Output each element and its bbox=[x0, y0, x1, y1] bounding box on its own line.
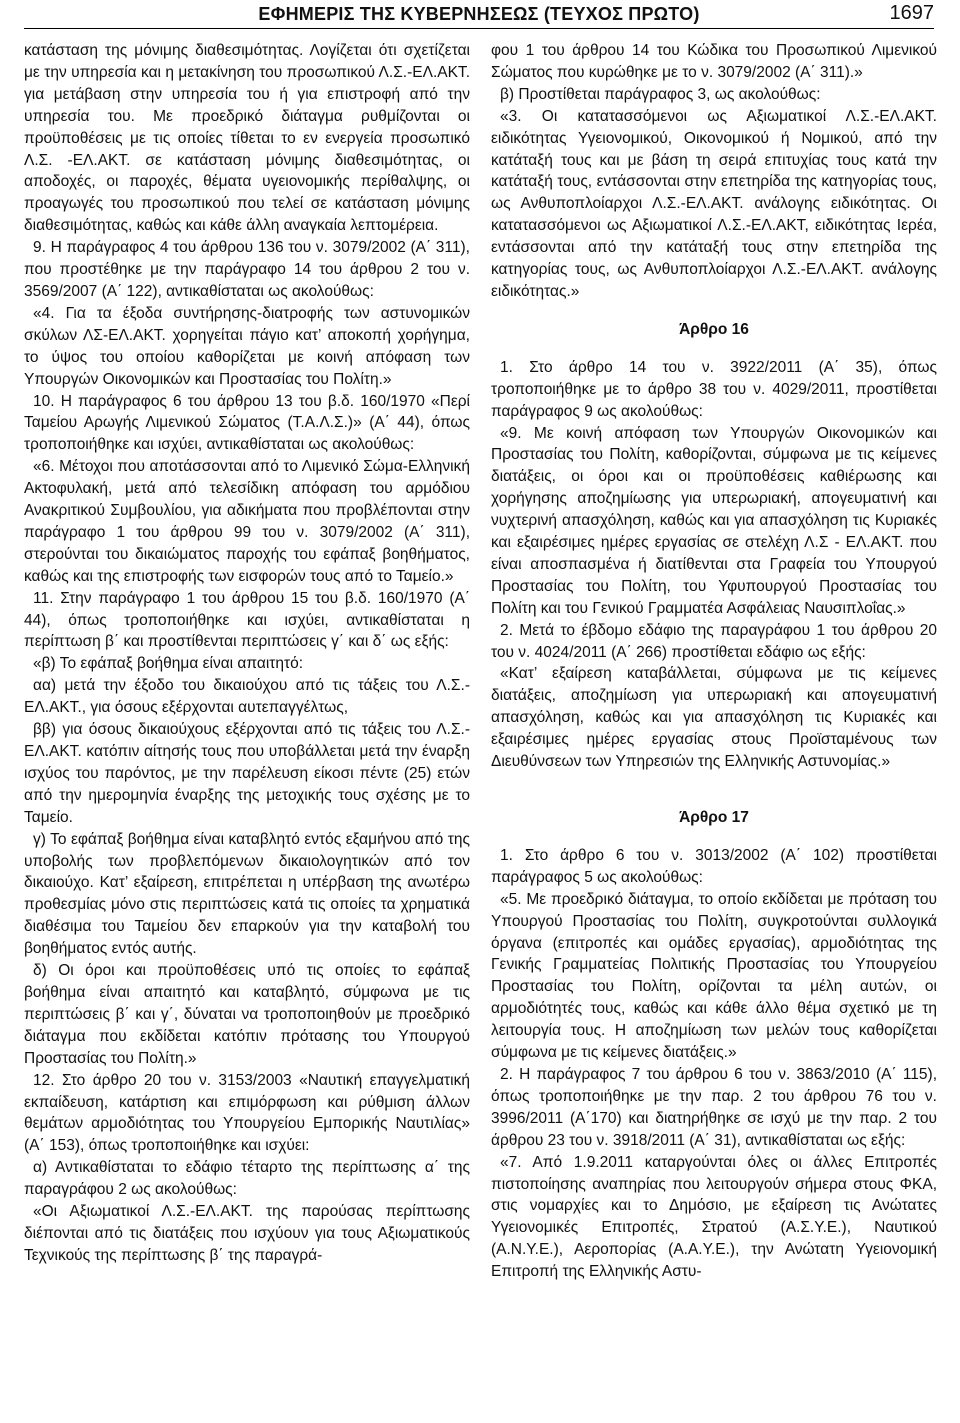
paragraph: 9. Η παράγραφος 4 του άρθρου 136 του ν. 3079/2002 (Α΄ 311), που προστέθηκε με την παράγραφο 14 του άρθρου 2 του ν. 3569/2007 (Α΄ 122), αντικαθίσταται ως ακολούθως: bbox=[24, 239, 470, 300]
paragraph: «β) Το εφάπαξ βοήθημα είναι απαιτητό: bbox=[33, 655, 304, 673]
paragraph: 2. Η παράγραφος 7 του άρθρου 6 του ν. 3863/2010 (Α΄ 115), όπως τροποποιήθηκε με την παρ. 2 του άρθρου 76 του ν. 3996/2011 (Α΄170) και διατηρήθηκε σε ισχύ με την παρ. 2 του άρθρου 23 του ν. 3918/2011 (Α΄ 31), αντικαθίσταται ως εξής: bbox=[491, 1065, 937, 1149]
paragraph: ββ) για όσους δικαιούχους εξέρχονται από τις τάξεις του Λ.Σ.-ΕΛ.ΑΚΤ. κατόπιν αίτησής τους που υποβάλλεται μετά την έναρξη ισχύος του παρόντος, με την παρέλευση είκοσι πέντε (25) ετών από την ημερομηνία έναρξης της μετοχικής τους σχέσης με το Ταμείο. bbox=[24, 721, 470, 826]
paragraph: 12. Στο άρθρο 20 του ν. 3153/2003 «Ναυτική επαγγελματική εκπαίδευση, κατάρτιση και επιμόρφωση και ρύθμιση άλλων θεμάτων αρμοδιότητας του Υπουργείου Εμπορικής Ναυτιλίας» (Α΄ 153), όπως τροποποιήθηκε και ισχύει: bbox=[24, 1071, 470, 1155]
paragraph: αα) μετά την έξοδο του δικαιούχου από τις τάξεις του Λ.Σ.-ΕΛ.ΑΚΤ., για όσους εξέρχονται αυτεπαγγέλτως, bbox=[24, 677, 470, 717]
paragraph: φου 1 του άρθρου 14 του Κώδικα του Προσωπικού Λιμενικού Σώματος που κυρώθηκε με το ν. 3079/2002 (Α΄ 311).» bbox=[491, 42, 937, 81]
paragraph: β) Προστίθεται παράγραφος 3, ως ακολούθως: bbox=[500, 85, 821, 103]
paragraph: 1. Στο άρθρο 6 του ν. 3013/2002 (Α΄ 102) προστίθεται παράγραφος 5 ως ακολούθως: bbox=[491, 846, 937, 886]
paragraph: γ) Το εφάπαξ βοήθημα είναι καταβλητό εντός εξαμήνου από της υποβολής των προβλεπόμενων δικαιολογητικών από τον δικαιούχο. Κατ’ εξαίρεση, επιτρέπεται η υπέρβαση της ανωτέρω προθεσμίας μόνο στις περιπτώσεις κατά τις οποίες τα χρηματικά διαθέσιμα του Ταμείου δεν επαρκούν για την καταβολή του βοηθήματος εντός αυτής. bbox=[24, 830, 470, 958]
gazette-title: ΕΦΗΜΕΡΙΣ ΤΗΣ ΚΥΒΕΡΝΗΣΕΩΣ (ΤΕΥΧΟΣ ΠΡΩΤΟ) bbox=[258, 4, 700, 24]
paragraph: 10. Η παράγραφος 6 του άρθρου 13 του β.δ. 160/1970 «Περί Ταμείου Αρωγής Λιμενικού Σώματος (Τ.Α.Λ.Σ.)» (Α΄ 44), όπως τροποποιήθηκε και ισχύει, αντικαθίσταται ως ακολούθως: bbox=[24, 392, 470, 454]
page-number: 1697 bbox=[889, 2, 934, 24]
paragraph: 11. Στην παράγραφο 1 του άρθρου 15 του β.δ. 160/1970 (Α΄ 44), όπως τροποποιήθηκε και ισχύει, αντικαθίσταται η περίπτωση β΄ και προστίθενται περιπτώσεις γ΄ και δ΄ ως εξής: bbox=[24, 589, 470, 651]
paragraph: «7. Από 1.9.2011 καταργούνται όλες οι άλλες Επιτροπές πιστοποίησης αναπηρίας που λειτουργούν σήμερα στους ΦΚΑ, στις νομαρχίες και το Δημόσιο, με εξαίρεση τις Ανώτατες Υγειονομικές Επιτροπές, Στρατού (Α.Σ.Υ.Ε.), Ναυτικού (Α.Ν.Υ.Ε.), Αεροπορίας (Α.Α.Υ.Ε.), την Ανώτατη Υγειονομική Επιτροπή της Ελληνικής Αστυ- bbox=[491, 1153, 937, 1281]
right-column bbox=[491, 40, 937, 1283]
paragraph: «6. Μέτοχοι που αποτάσσονται από το Λιμενικό Σώμα-Ελληνική Ακτοφυλακή, μετά από τελεσίδικη απόφαση του αρμόδιου Ανακριτικού Συμβουλίου, για αδικήματα που προβλέπονται στην παράγραφο 1 του άρθρου 99 του ν. 3079/2002 (Α΄ 311), στερούνται του δικαιώματος παροχής του εφάπαξ βοηθήματος, καθώς και της επιστροφής των εισφορών τους από το Ταμείο.» bbox=[24, 458, 470, 585]
paragraph: «9. Με κοινή απόφαση των Υπουργών Οικονομικών και Προστασίας του Πολίτη, καθορίζονται, σύμφωνα με τις κείμενες διατάξεις, οι όροι και οι προϋποθέσεις καθιέρωσης και χορήγησης αποζημίωσης για υπερωριακή, απογευματινή και νυχτερινή απασχόληση, καθώς και για απασχόληση τις Κυριακές και εξαιρέσιμες ημέρες εργασίας σε στελέχη Λ.Σ - ΕΛ.ΑΚΤ. που είναι αποσπασμένα ή διατίθενται στα Γραφεία του Υπουργού Προστασίας του Πολίτη, του Υφυπουργού Προστασίας του Πολίτη και του Γενικού Γραμματέα Ασφάλειας Ναυσιπλοΐας.» bbox=[491, 424, 937, 617]
paragraph: κατάσταση της μόνιμης διαθεσιμότητας. Λογίζεται ότι σχετίζεται με την υπηρεσία και η μετακίνηση του προσωπικού Λ.Σ.-ΕΛ.ΑΚΤ. για μετάβαση στην υπηρεσία του ή για επιστροφή από την υπηρεσία του. Με προεδρικό διάταγμα ρυθμίζονται οι προϋποθέσεις με τις οποίες τίθεται το εν ενεργεία προσωπικό Λ.Σ. -ΕΛ.ΑΚΤ. σε κατάσταση μόνιμης διαθεσιμότητας, οι αποδοχές, οι παροχές, θέματα υγειονομικής περίθαλψης, οι προαγωγές του προσωπικού που τελεί σε κατάσταση μόνιμης διαθεσιμότητας, καθώς και κάθε άλλη αναγκαία λεπτομέρεια. bbox=[24, 42, 470, 235]
paragraph: 2. Μετά το έβδομο εδάφιο της παραγράφου 1 του άρθρου 20 του ν. 4024/2011 (Α΄ 266) προστίθεται εδάφιο ως εξής: bbox=[491, 621, 937, 661]
article-17-heading: Άρθρο 17 bbox=[679, 809, 749, 826]
paragraph: «5. Με προεδρικό διάταγμα, το οποίο εκδίδεται με πρόταση του Υπουργού Προστασίας του Πολίτη, συγκροτούνται συλλογικά όργανα (επιτροπές και ομάδες εργασίας), αρμοδιότητας της Γενικής Γραμματείας Πολιτικής Προστασίας του Υπουργείου Προστασίας του Πολίτη, ορίζονται τα μέλη αυτών, οι αρμοδιότητές τους, καθώς και κάθε άλλο θέμα σχετικό με τη λειτουργία τους. Η αποζημίωση των μελών τους καθορίζεται σύμφωνα με τις κείμενες διατάξεις.» bbox=[491, 890, 937, 1062]
paragraph: α) Αντικαθίσταται το εδάφιο τέταρτο της περίπτωσης α΄ της παραγράφου 2 ως ακολούθως: bbox=[24, 1159, 470, 1199]
paragraph: «Κατ’ εξαίρεση καταβάλλεται, σύμφωνα με τις κείμενες διατάξεις, αποζημίωση για υπερωριακή και απογευματινή απασχόληση, καθώς και για απασχόληση τις Κυριακές και εξαιρέσιμες ημέρες εργασίας στους Προϊσταμένους των Διευθύνσεων των Υπηρεσιών της Ελληνικής Αστυνομίας.» bbox=[491, 665, 937, 771]
paragraph: «4. Για τα έξοδα συντήρησης-διατροφής των αστυνομικών σκύλων ΛΣ-ΕΛ.ΑΚΤ. χορηγείται πάγιο κατ’ αποκοπή χορήγημα, το ύψος του οποίου καθορίζεται με κοινή απόφαση των Υπουργών Οικονομικών και Προστασίας του Πολίτη.» bbox=[24, 304, 470, 388]
page-header bbox=[24, 2, 934, 29]
paragraph: δ) Οι όροι και προϋποθέσεις υπό τις οποίες το εφάπαξ βοήθημα είναι απαιτητό και καταβλητό, σύμφωνα με τις περιπτώσεις β΄ και γ΄, δύναται να τροποποιηθούν με προεδρικό διάταγμα που εκδίδεται κατόπιν πρότασης του Υπουργού Προστασίας του Πολίτη.» bbox=[24, 962, 470, 1067]
left-column bbox=[24, 40, 470, 1267]
paragraph: 1. Στο άρθρο 14 του ν. 3922/2011 (Α΄ 35), όπως τροποποιήθηκε με το άρθρο 38 του ν. 4029/2011, προστίθεται παράγραφος 9 ως ακολούθως: bbox=[491, 358, 937, 420]
paragraph: «Οι Αξιωματικοί Λ.Σ.-ΕΛ.ΑΚΤ. της παρούσας περίπτωσης διέπονται από τις διατάξεις που ισχύουν για τους Αξιωματικούς Τεχνικούς της περίπτωσης β΄ της παραγρά- bbox=[24, 1203, 470, 1264]
article-16-heading: Άρθρο 16 bbox=[679, 320, 749, 338]
paragraph: «3. Οι κατατασσόμενοι ως Αξιωματικοί Λ.Σ.-ΕΛ.ΑΚΤ. ειδικότητας Υγειονομικού, Οικονομικού ή Νομικού, από την κατάταξή τους και με βάση τη σειρά επιτυχίας τους κατά την κατάταξή τους, εντάσσονται στην επετηρίδα της κατηγορίας τους, ως Ανθυποπλοίαρχοι Λ.Σ.-ΕΛ.ΑΚΤ. ανάλογης ειδικότητας. Οι κατατασσόμενοι ως Αξιωματικοί Λ.Σ.-ΕΛ.ΑΚΤ, ειδικότητας Ιερέα, εντάσσονται από την κατάταξή τους στην επετηρίδα της κατηγορίας τους, ως Ανθυποπλοίαρχοι Λ.Σ.-ΕΛ.ΑΚΤ. ανάλογης ειδικότητας.» bbox=[491, 107, 937, 300]
